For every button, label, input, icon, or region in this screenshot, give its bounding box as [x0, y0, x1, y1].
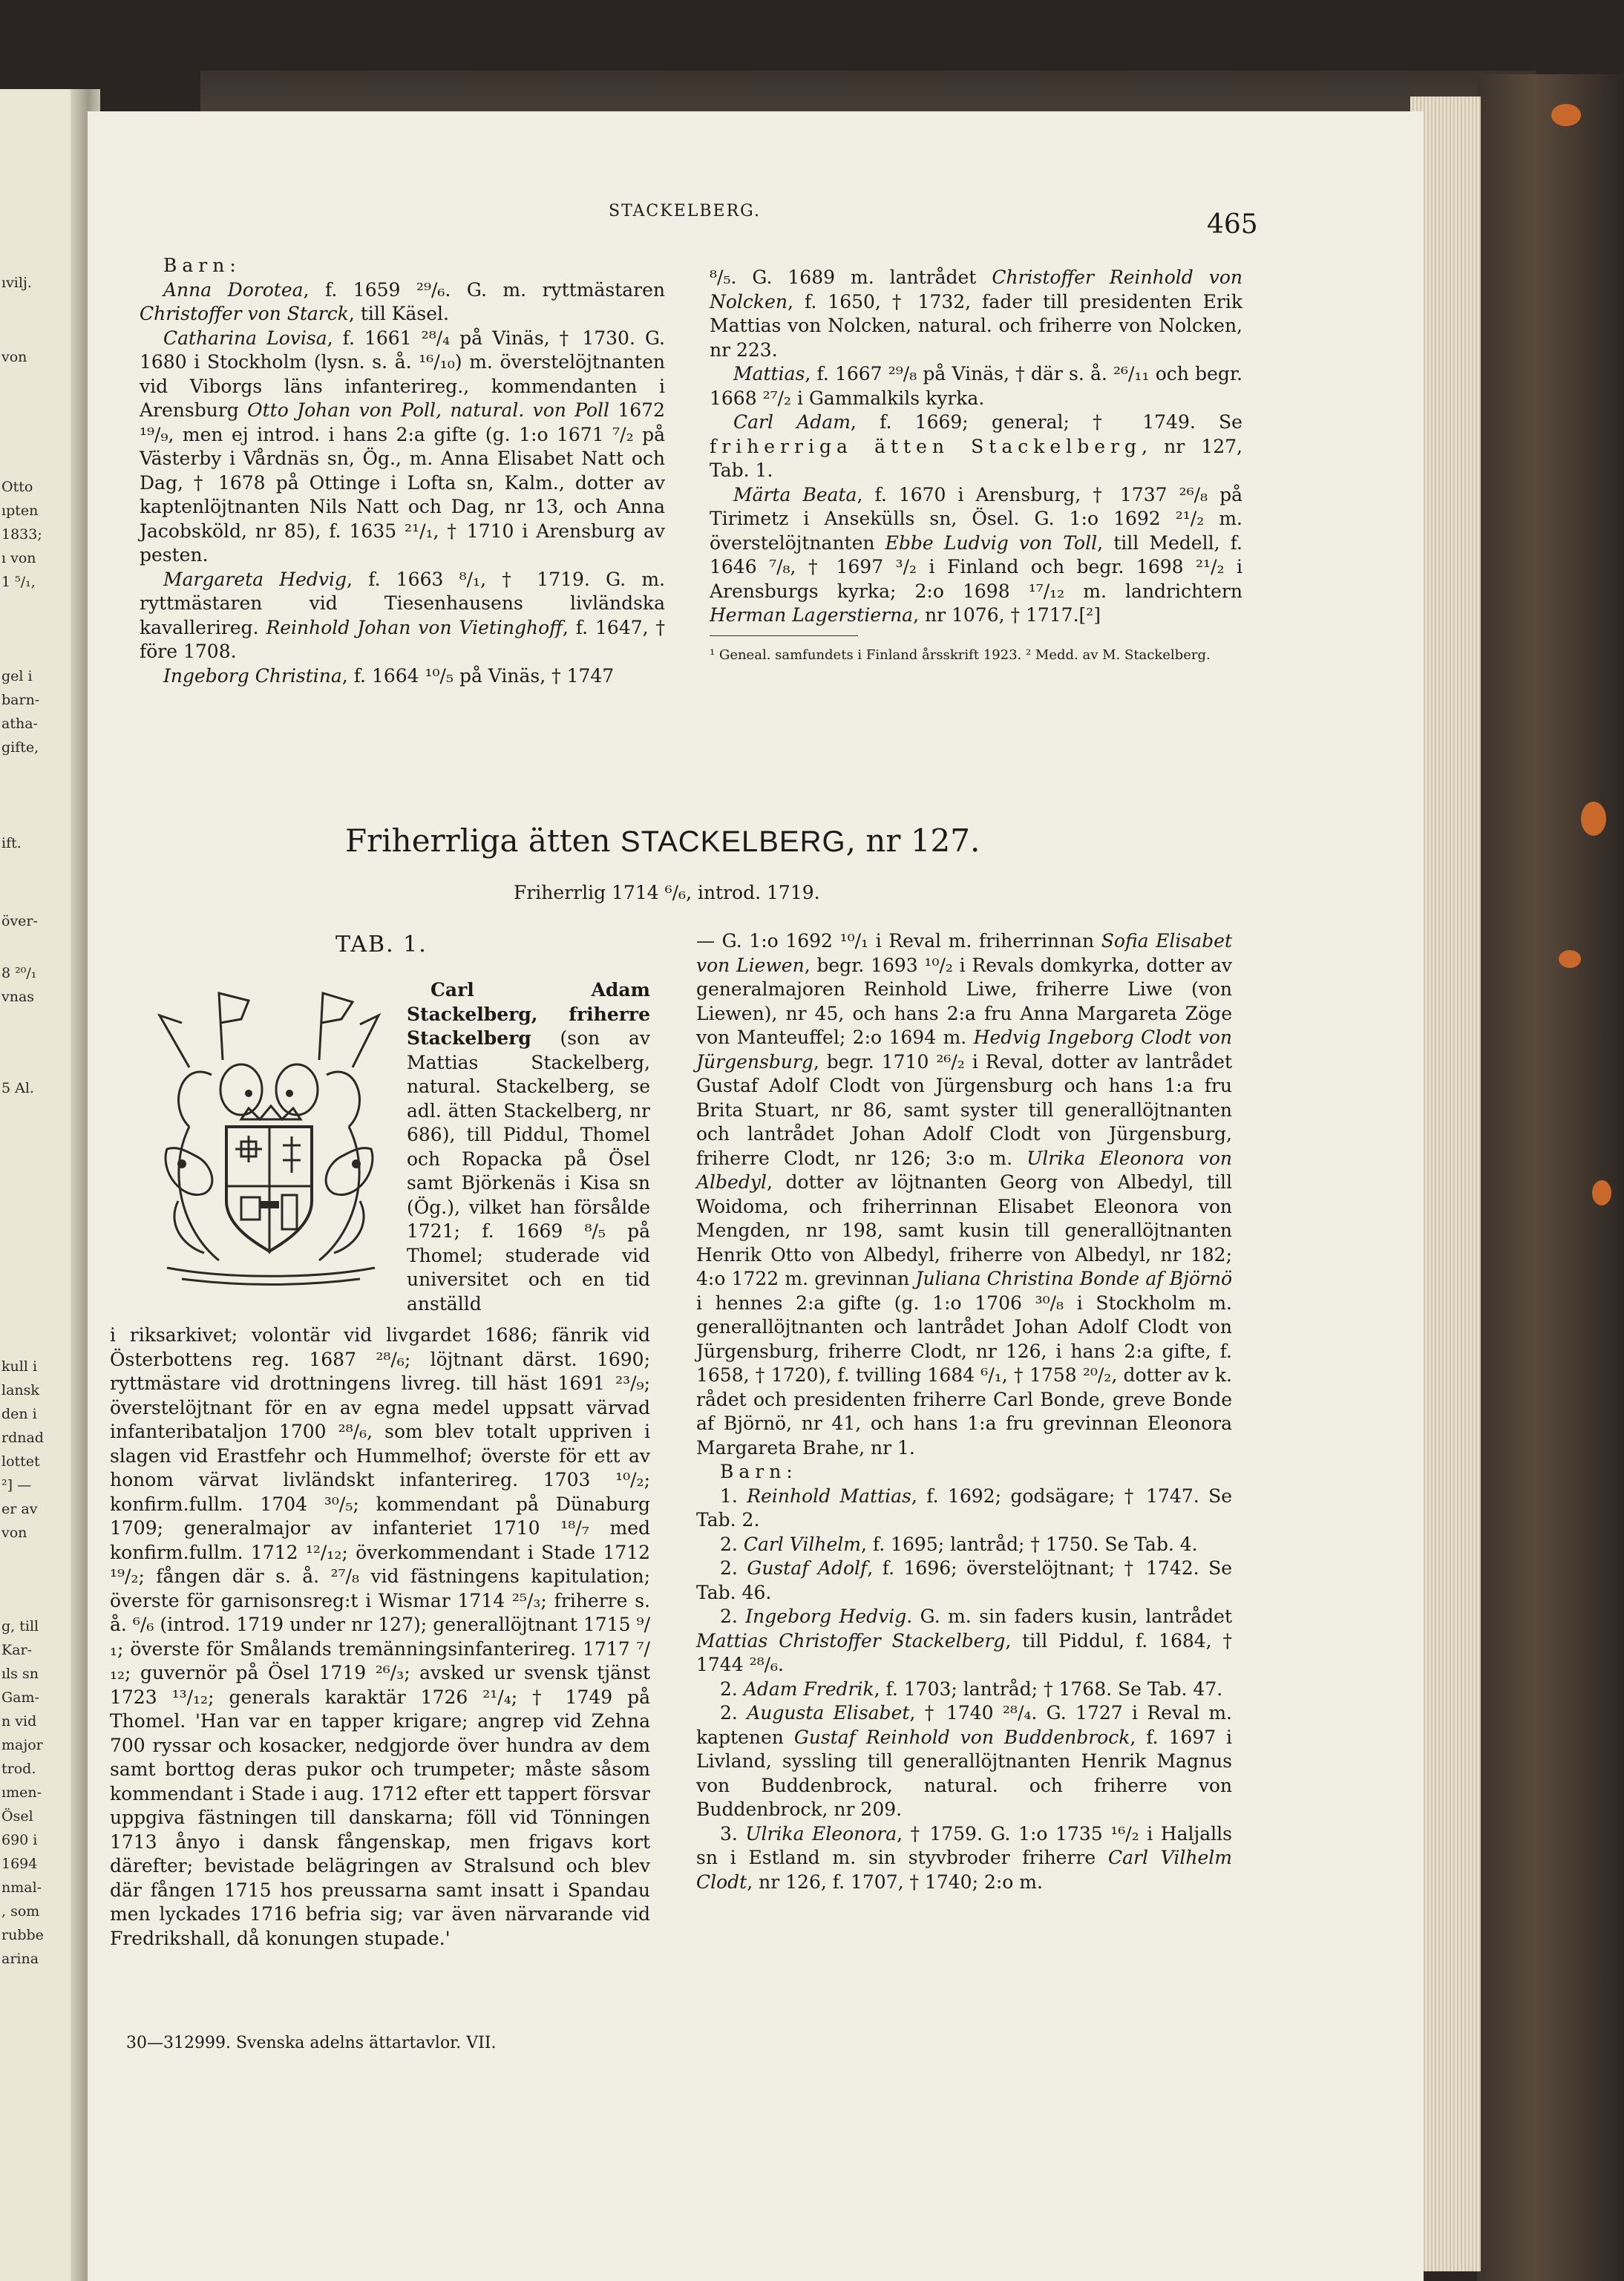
left-page-text-fragment: ı von	[1, 550, 36, 566]
entry-paragraph: Catharina Lovisa, f. 1661 ²⁸/₄ på Vinäs, † 1730. G. 1680 i Stockholm (lysn. s. å. ¹⁶/₁₀) m. överstelöjtnanten vid Viborgs läns infanterireg., kommendanten i Arensburg Otto Johan von Poll, natural. von Poll 1672 ¹⁹/₉, men ej introd. i hans 2:a gifte (g. 1:o 1671 ⁷/₂ på Västerby i Vårdnäs sn, Ög., m. Anna Elisabet Natt och Dag, † 1678 på Ottinge i Lofta sn, Kalm., dotter av kaptenlöjtnanten Nils Natt och Dag, nr 13, och Anna Jacobsköld, nr 85), f. 1635 ²¹/₁, † 1710 i Arensburg av pesten.	[140, 327, 665, 566]
left-page-text-fragment: 5 Al.	[1, 1080, 34, 1096]
biography-continuation: i riksarkivet; volontär vid livgardet 1686; fänrik vid Österbottens reg. 1687 ²⁸/₆; löjtnant därst. 1690; ryttmästare vid drottningens livreg. till häst 1691 ²³/₉; överstelöjtnant för en av egna medel uppsatt värvad infanteribataljon 1700 ²⁸/₆, som blev totalt uppriven i slagen vid Erastfehr och Hummelhof; överste för ett av honom värvat livländskt infanterireg. 1703 ¹⁰/₂; konfirm.fullm. 1704 ³⁰/₅; kommendant på Dünaburg 1709; generalmajor av infanteriet 1710 ¹⁸/₇ med konfirm.fullm. 1712 ¹²/₁₂; överkommendant i Stade 1712 ¹⁹/₂; fången där s. å. ²⁷/₈ vid fästningens kapitulation; överste för garnisonsreg:t i Wismar 1714 ²⁵/₃; friherre s. å. ⁶/₆ (introd. 1719 under nr 127); generallöjtnant 1715 ⁹/₁; överste för Smålands tremänningsinfanterireg. 1717 ⁷/₁₂; guvernör på Ösel 1719 ²⁶/₃; avsked ur svensk tjänst 1723 ¹³/₁₂; generals karaktär 1726 ²¹/₄; † 1749 på Thomel. 'Han var en tapper krigare; angrep vid Zehna 700 ryssar och kosacker, nedgjorde över hundra av dem samt borttog deras pukor och trumpeter; måste såsom kommendant i Stade i aug. 1712 efter ett tappert försvar uppgiva fästningen till danskarna; föll vid Tönningen 1713 ånyo i dansk fångenskap, men frigavs kort därefter; bevistade belägringen av Stralsund och blev där fången 1715 hos preussarna samt insatt i Spandau men lyckades 1716 befria sig; var även närvarande vid Fredrikshall, då konungen stupade.'	[110, 1324, 650, 1949]
left-page-text-fragment: 1833;	[1, 526, 42, 543]
left-page-text-fragment: von	[1, 349, 27, 365]
left-page-text-fragment: gel i	[1, 668, 33, 684]
top-left-column	[140, 254, 665, 688]
left-page-text-fragment: trod.	[1, 1761, 36, 1777]
entry-paragraph: 1. Reinhold Mattias, f. 1692; godsägare; † 1747. Se Tab. 2.	[696, 1485, 1233, 1531]
left-page-text-fragment: arina	[1, 1951, 39, 1967]
entry-paragraph: Mattias, f. 1667 ²⁹/₈ på Vinäs, † där s. å. ²⁶/₁₁ och begr. 1668 ²⁷/₂ i Gammalkils kyrka.	[710, 363, 1242, 409]
left-page-text-fragment: er av	[1, 1501, 38, 1517]
entry-paragraph: 2. Gustaf Adolf, f. 1696; överstelöjtnant; † 1742. Se Tab. 46.	[696, 1557, 1232, 1603]
left-page-text-fragment: vnas	[1, 989, 35, 1005]
entry-paragraph: 2. Ingeborg Hedvig. G. m. sin faders kusin, lantrådet Mattias Christoffer Stackelberg, till Piddul, f. 1684, † 1744 ²⁸/₆.	[696, 1606, 1233, 1675]
left-page-text-fragment: ²] —	[1, 1477, 32, 1493]
cover-spot	[1581, 802, 1606, 836]
left-page-text-fragment: kull i	[1, 1358, 38, 1375]
entry-paragraph: Barn:	[720, 1461, 798, 1482]
left-page-text-fragment: ıvilj.	[1, 275, 32, 291]
left-page-text-fragment: 690 i	[1, 1832, 38, 1848]
title-suffix: , nr 127.	[845, 822, 980, 859]
biography-right-column	[696, 929, 1232, 1894]
entry-paragraph: 3. Ulrika Eleonora, † 1759. G. 1:o 1735 ¹⁶/₂ i Haljalls sn i Estland m. sin styvbroder friherre Carl Vilhelm Clodt, nr 126, f. 1707, † 1740; 2:o m.	[696, 1822, 1232, 1893]
entry-paragraph: Anna Dorotea, f. 1659 ²⁹/₆. G. m. ryttmästaren Christoffer von Starck, till Käsel.	[140, 278, 665, 324]
cover-spot	[1559, 950, 1581, 968]
footnote: ¹ Geneal. samfundets i Finland årsskrift 1923. ² Medd. av M. Stackelberg.	[710, 647, 1211, 663]
book-cover-right	[1477, 74, 1624, 2281]
left-page-text-fragment: ıls sn	[1, 1666, 39, 1682]
biography-left-column	[110, 1323, 650, 1951]
biography-opening: Carl Adam Stackelberg, friherre Stackelberg (son av Mattias Stackelberg, natural. Stackelberg, se adl. ätten Stackelberg, nr 686), till Piddul, Thomel och Ropacka på Ösel samt Björkenäs i Kisa sn (Ög.), vilket han försålde 1721; f. 1669 ⁸/₅ på Thomel; studerade vid universitet och en tid anställd	[407, 979, 650, 1315]
title-name: STACKELBERG	[620, 825, 846, 858]
left-page-text-fragment: ıpten	[1, 503, 39, 519]
running-header: STACKELBERG.	[609, 202, 761, 220]
left-page-text-fragment: nmal-	[1, 1879, 42, 1896]
left-page-text-fragment: över-	[1, 913, 38, 929]
left-page-text-fragment: Otto	[1, 479, 33, 495]
left-page-text-fragment: lottet	[1, 1453, 40, 1470]
entry-paragraph: 2. Carl Vilhelm, f. 1695; lantråd; † 1750. Se Tab. 4.	[720, 1533, 1198, 1555]
left-page-text-fragment: n vid	[1, 1713, 37, 1729]
left-page-text-fragment: den i	[1, 1406, 37, 1422]
left-page-text-fragment: g, till	[1, 1618, 39, 1634]
left-page-text-fragment: Gam-	[1, 1689, 39, 1706]
left-page-text-fragment: ımen-	[1, 1784, 42, 1801]
left-page-text-fragment: major	[1, 1737, 43, 1753]
page-number: 465	[1207, 209, 1258, 240]
left-page-text-fragment: gifte,	[1, 739, 39, 756]
left-page-text-fragment: atha-	[1, 716, 38, 732]
left-page-text-fragment: Kar-	[1, 1642, 33, 1658]
entry-paragraph: Carl Adam, f. 1669; general; † 1749. Se friherriga ätten Stackelberg, nr 127, Tab. 1.	[710, 411, 1242, 481]
left-page-text-fragment: 1 ⁵/₁,	[1, 574, 36, 590]
section-title	[345, 822, 980, 859]
left-page-text-fragment: 1694	[1, 1856, 38, 1872]
entry-paragraph: Barn:	[163, 255, 241, 276]
coat-of-arms-illustration	[137, 978, 401, 1294]
left-page-text-fragment: barn-	[1, 692, 40, 708]
footnote-rule	[710, 635, 858, 636]
left-page-text-fragment: Ösel	[1, 1808, 33, 1825]
cover-spot	[1592, 1180, 1611, 1205]
tab-label: TAB. 1.	[335, 932, 428, 958]
title-prefix: Friherrliga ätten	[345, 822, 611, 859]
biography-narrow-column	[407, 978, 650, 1316]
entry-paragraph: ⁸/₅. G. 1689 m. lantrådet Christoffer Reinhold von Nolcken, f. 1650, † 1732, fader till presidenten Erik Mattias von Nolcken, natural. och friherre von Nolcken, nr 223.	[710, 266, 1242, 361]
left-page-text-fragment: rubbe	[1, 1927, 44, 1943]
left-page-text-fragment: , som	[1, 1903, 40, 1920]
cover-spot	[1551, 104, 1581, 126]
left-page-text-fragment: ift.	[1, 835, 22, 851]
section-subtitle: Friherrlig 1714 ⁶/₆, introd. 1719.	[514, 882, 820, 903]
top-right-column	[710, 266, 1242, 664]
left-page-text-fragment: 8 ²⁰/₁	[1, 965, 37, 981]
entry-paragraph: Margareta Hedvig, f. 1663 ⁸/₁, † 1719. G. m. ryttmästaren vid Tiesenhausens livländska kavallerireg. Reinhold Johan von Vietinghoff, f. 1647, † före 1708.	[140, 568, 666, 662]
left-page-text-fragment: rdnad	[1, 1430, 44, 1446]
footer-signature-line: 30—312999. Svenska adelns ättartavlor. VII.	[126, 2034, 497, 2052]
entry-paragraph: 2. Adam Fredrik, f. 1703; lantråd; † 1768. Se Tab. 47.	[720, 1678, 1223, 1700]
entry-paragraph: Märta Beata, f. 1670 i Arensburg, † 1737 ²⁶/₈ på Tirimetz i Ansekülls sn, Ösel. G. 1:o 1692 ²¹/₂ m. överstelöjtnanten Ebbe Ludvig von Toll, till Medell, f. 1646 ⁷/₈, † 1697 ³/₂ i Finland och begr. 1698 ²¹/₂ i Arensburgs kyrka; 2:o 1698 ¹⁷/₁₂ m. landrichtern Herman Lagerstierna, nr 1076, † 1717.[²]	[710, 483, 1243, 626]
left-page-text-fragment: von	[1, 1525, 27, 1541]
entry-paragraph: 2. Augusta Elisabet, † 1740 ²⁸/₄. G. 1727 i Reval m. kaptenen Gustaf Reinhold von Buddenbrock, f. 1697 i Livland, syssling till generallöjtnanten Henrik Magnus von Buddenbrock, natural. och friherre von Buddenbrock, nr 209.	[696, 1702, 1233, 1820]
left-page-text-fragment: lansk	[1, 1382, 39, 1398]
entry-paragraph: Ingeborg Christina, f. 1664 ¹⁰/₅ på Vinäs, † 1747	[163, 664, 615, 687]
entry-paragraph: — G. 1:o 1692 ¹⁰/₁ i Reval m. friherrinnan Sofia Elisabet von Liewen, begr. 1693 ¹⁰/₂ i Revals domkyrka, dotter av generalmajoren Reinhold Liwe, friherre Liwe (von Liewen), nr 45, och hans 2:a fru Anna Margareta Zöge von Manteuffel; 2:o 1694 m. Hedvig Ingeborg Clodt von Jürgensburg, begr. 1710 ²⁶/₂ i Reval, dotter av lantrådet Gustaf Adolf Clodt von Jürgensburg och hans 1:a fru Brita Stuart, nr 86, samt syster till generallöjtnanten och lantrådet Johan Adolf Clodt von Jürgensburg, friherre Clodt, nr 126; 3:o m. Ulrika Eleonora von Albedyl, dotter av löjtnanten Georg von Albedyl, till Woidoma, och friherrinnan Elisabet Eleonora von Mengden, nr 198, samt kusin till generallöjtnanten Henrik Otto von Albedyl, friherre von Albedyl, nr 182; 4:o 1722 m. grevinnan Juliana Christina Bonde af Björnö i hennes 2:a gifte (g. 1:o 1706 ³⁰/₈ i Stockholm m. generallöjtnanten och lantrådet Johan Adolf Clodt von Jürgensburg, friherre Clodt, nr 126, i hans 2:a gifte, f. 1658, † 1720), f. tvilling 1684 ⁶/₁, † 1758 ²⁰/₂, dotter av k. rådet och presidenten friherre Carl Bonde, greve Bonde af Björnö, nr 41, och hans 1:a fru grevinnan Eleonora Margareta Brahe, nr 1.	[696, 930, 1233, 1459]
